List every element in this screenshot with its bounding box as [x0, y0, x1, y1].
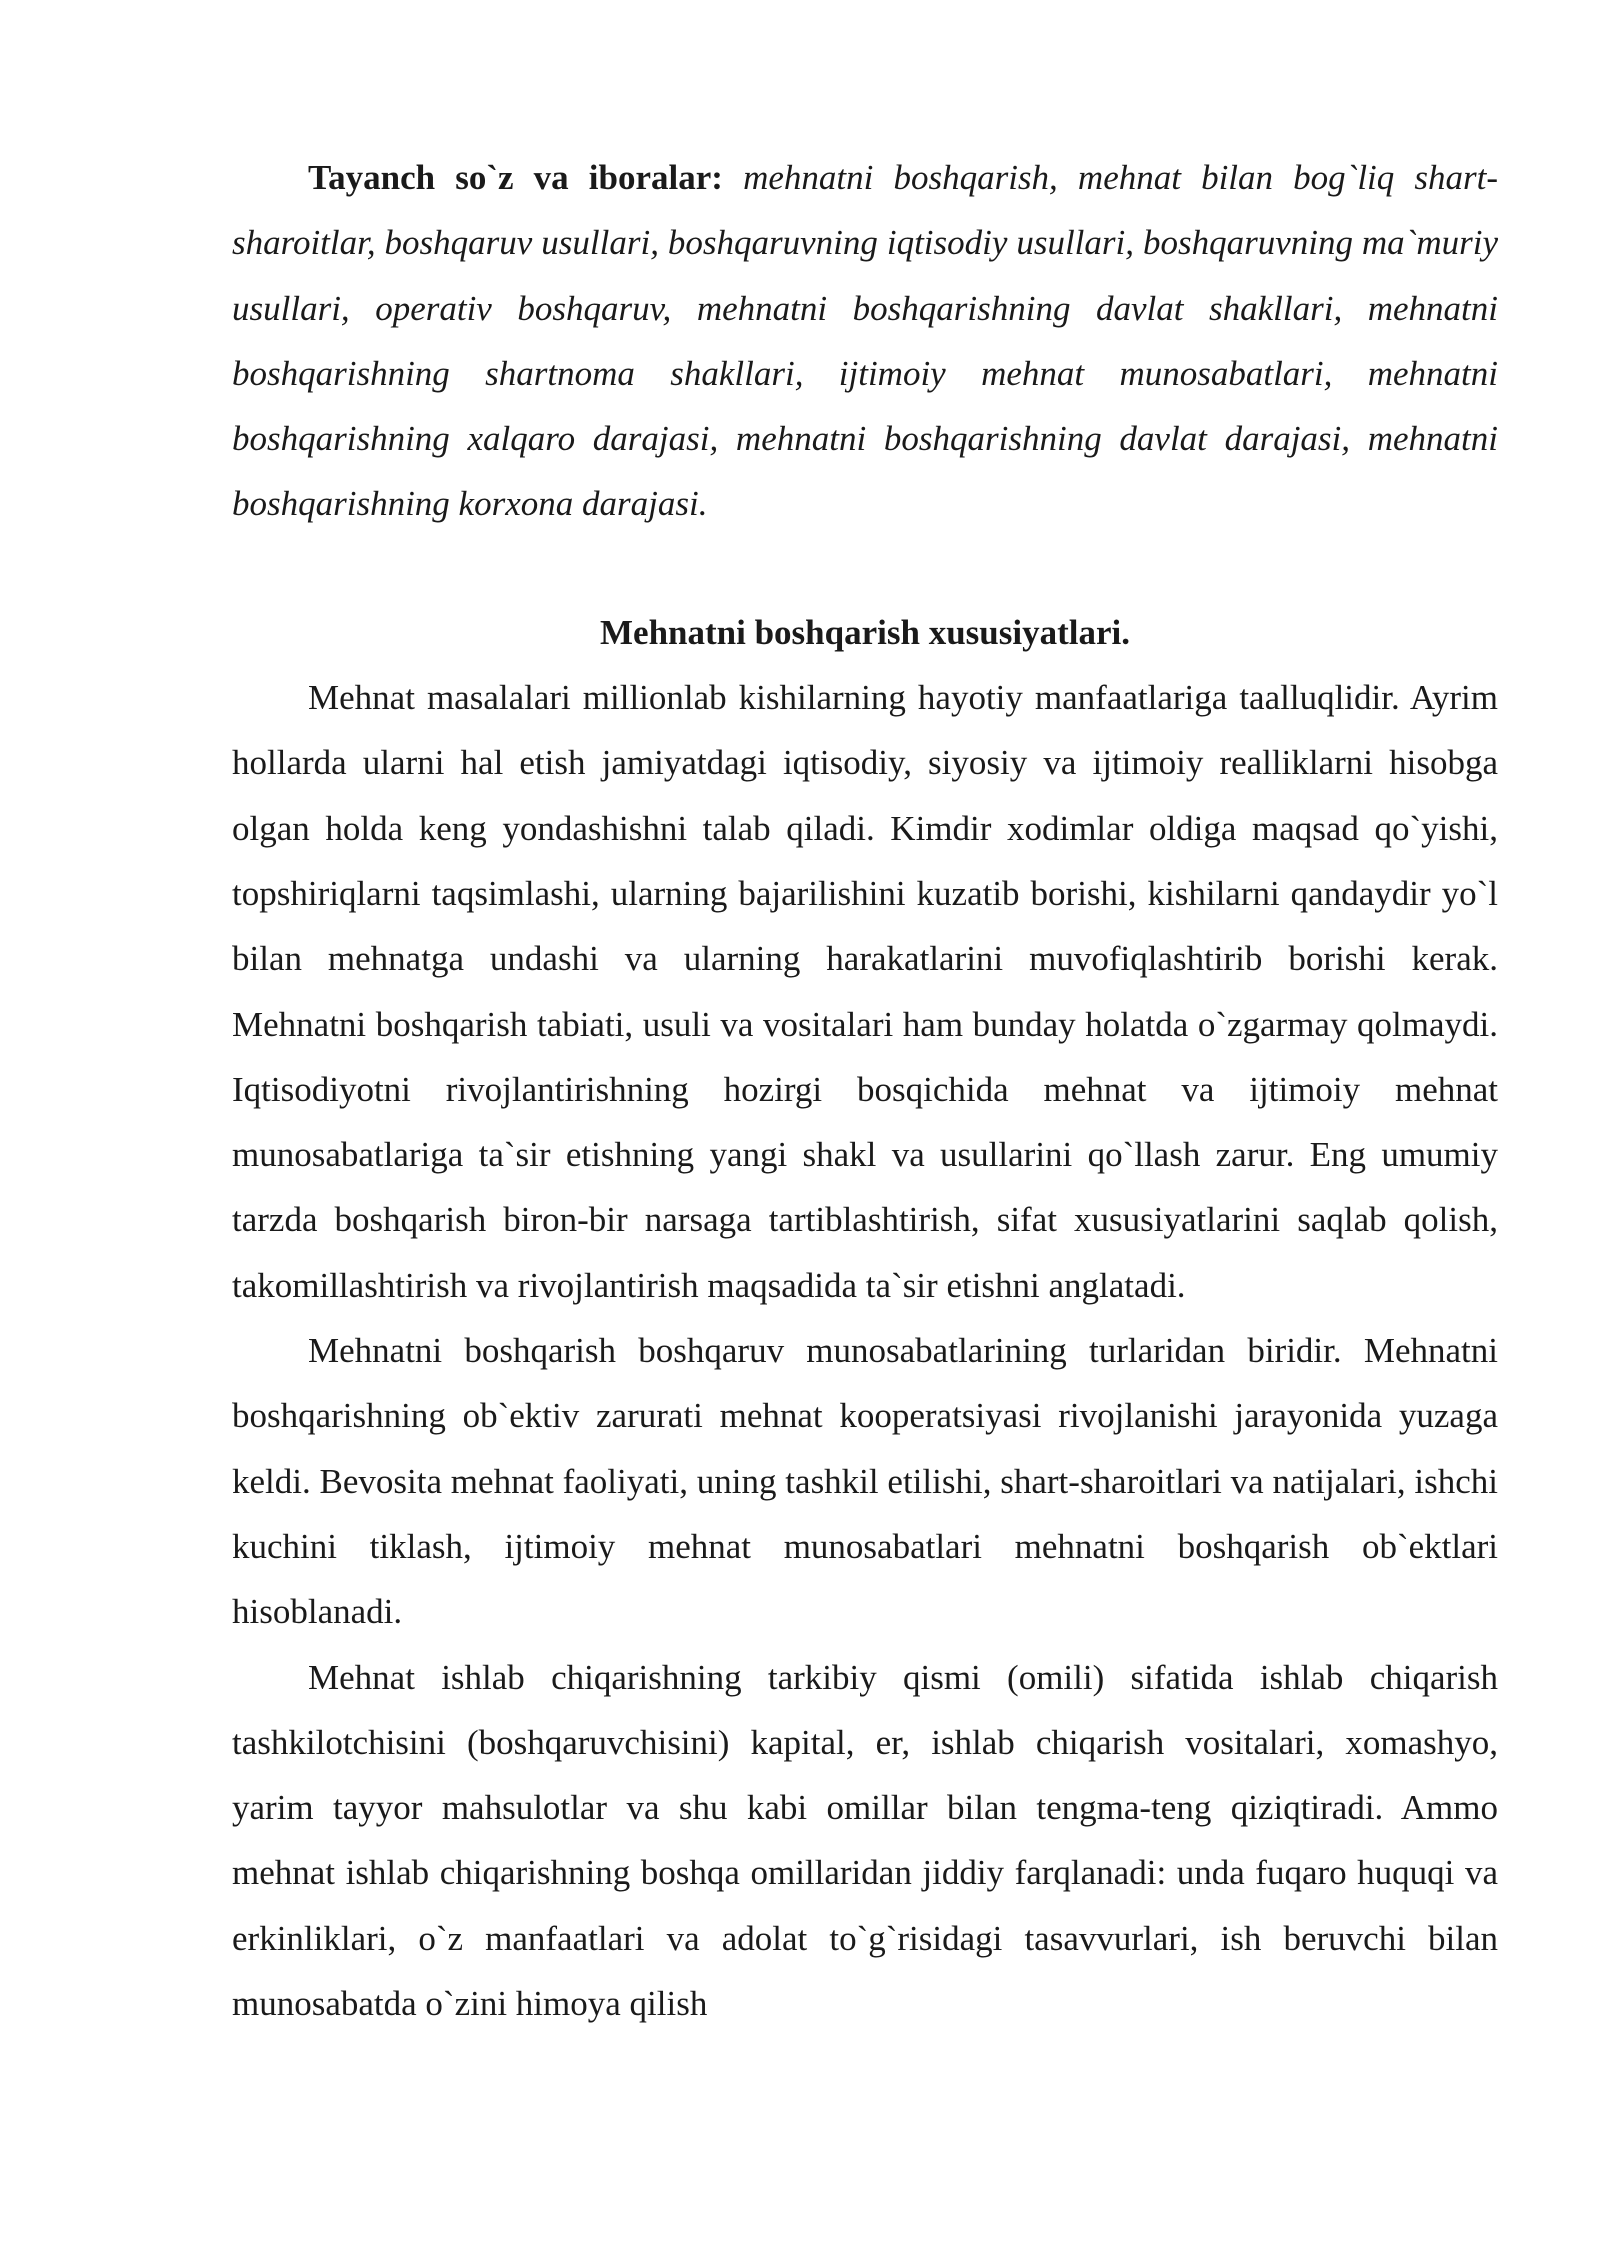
body-paragraph: Mehnat ishlab chiqarishning tarkibiy qismi (omili) sifatida ishlab chiqarish tashkilotchisini (boshqaruvchisini) kapital, er, ishlab chiqarish vositalari, xomashyo, yarim tayyor mahsulotlar va shu kabi omillar bilan tengma-teng qiziqtiradi. Ammo mehnat ishlab chiqarishning boshqa omillaridan jiddiy farqlanadi: unda fuqaro huquqi va erkinliklari, o`z manfaatlari va adolat to`g`risidagi tasavvurlari, ish beruvchi bilan munosabatda o`zini himoya qilish — [232, 1657, 1498, 2024]
body-paragraph: Mehnat masalalari millionlab kishilarning hayotiy manfaatlariga taalluqlidir. Ayrim hollarda ularni hal etish jamiyatdagi iqtisodiy, siyosiy va ijtimoiy realliklarni hisobga olgan holda keng yondashishni talab qiladi. Kimdir xodimlar oldiga maqsad qo`yishi, topshiriqlarni taqsimlashi, ularning bajarilishini kuzatib borishi, kishilarni qandaydir yo`l bilan mehnatga undashi va ularning harakatlarini muvofiqlashtirib borishi kerak. Mehnatni boshqarish tabiati, usuli va vositalari ham bunday holatda o`zgarmay qolmaydi. Iqtisodiyotni rivojlantirishning hozirgi bosqichida mehnat va ijtimoiy mehnat munosabatlariga ta`sir etishning yangi shakl va usullarini qo`llash zarur. Eng umumiy tarzda boshqarish biron-bir narsaga tartiblashtirish, sifat xususiyatlarini saqlab qolish, takomillashtirish va rivojlantirish maqsadida ta`sir etishni anglatadi. — [232, 678, 1498, 1305]
body-paragraph: Mehnatni boshqarish boshqaruv munosabatlarining turlaridan biridir. Mehnatni boshqarishning ob`ektiv zarurati mehnat kooperatsiyasi rivojlanishi jarayonida yuzaga keldi. Bevosita mehnat faoliyati, uning tashkil etilishi, shart-sharoitlari va natijalari, ishchi kuchini tiklash, ijtimoiy mehnat munosabatlari mehnatni boshqarish ob`ektlari hisoblanadi. — [232, 1331, 1498, 1632]
keywords-paragraph — [232, 145, 1498, 537]
keywords-label: Tayanch so`z va iboralar: — [308, 158, 723, 197]
document-page — [232, 145, 1498, 2036]
section-title: Mehnatni boshqarish xususiyatlari. — [600, 612, 1130, 652]
keywords-text: mehnatni boshqarish, mehnat bilan bog`liq shart-sharoitlar, boshqaruv usullari, boshqaruvning iqtisodiy usullari, boshqaruvning ma`muriy usullari, operativ boshqaruv, mehnatni boshqarishning davlat shakllari, mehnatni boshqarishning shartnoma shakllari, ijtimoiy mehnat munosabatlari, mehnatni boshqarishning xalqaro darajasi, mehnatni boshqarishning davlat darajasi, mehnatni boshqarishning korxona darajasi. — [232, 158, 1499, 524]
